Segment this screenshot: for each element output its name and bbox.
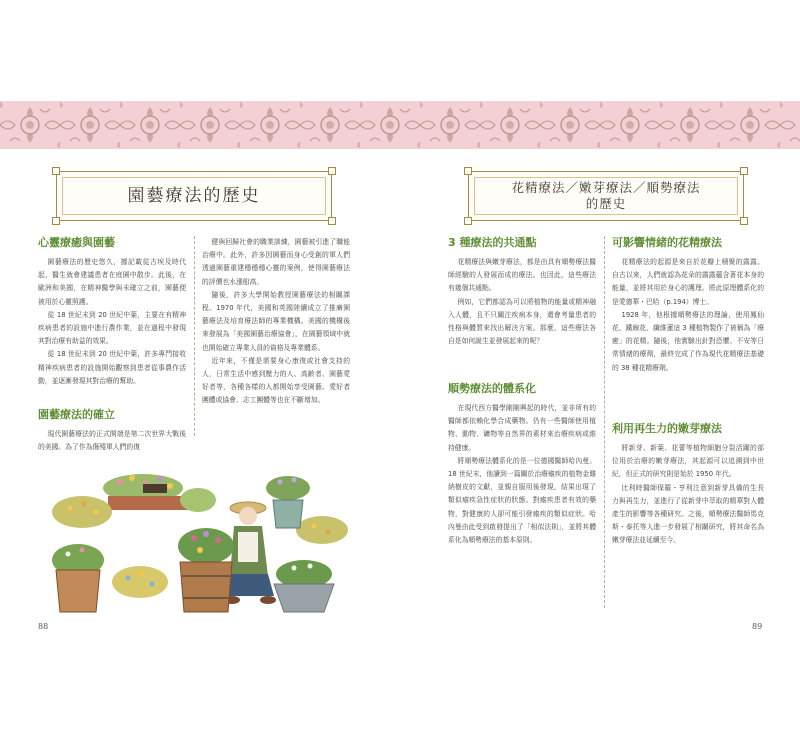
section-heading: 利用再生力的嫩芽療法: [612, 422, 722, 435]
paragraph: 近年來，不僅是需要身心康復或社會支持的人，日常生活中感到壓力的人、高齡者、園藝愛好者等，各種各樣的人都開始享受園藝。愛好者團體或協會、志工團體等也在不斷增加。: [202, 356, 350, 405]
paragraph: 隨後，許多大學開始教授園藝療法的相關課程。1970 年代，美國和英國陸續成立了推廣園藝療法及培育療法師的專業機構。美國的機構後來發展為「美國園藝治療協會」，在園藝領域中就也開始確立專業人員的資格及專業體系。: [202, 290, 350, 352]
page-number-right: 89: [752, 622, 763, 631]
garden-illustration: [48, 466, 348, 616]
section-heading: 順勢療法的體系化: [448, 382, 536, 395]
paragraph: 園藝療法的歷史悠久，據記載從古埃及時代起，醫生就會建議患者在庭園中散步。此後，在歐洲和美國，在精神醫學與未確立之前，園藝便被用於心靈照護。: [38, 258, 186, 306]
paragraph: 在現代西方醫學剛剛興起的時代，並非所有的醫師都依賴化學合成藥物。仍有一些醫師使用植物、動物、礦物等自然界的素材來治療疾病或維持健康。: [448, 404, 596, 452]
right-page-title-line1: 花精療法／嫩芽療法／順勢療法: [511, 180, 701, 195]
decorative-pattern-band: [0, 101, 800, 149]
paragraph: 例如，它們都認為可以將植物的能量或精神融入人體，且不只關注疾病本身，還會考量患者的性格與體質來找出解決方案。那麼，這些療法各自是如何誕生並發展起來的呢？: [448, 297, 596, 346]
section-body: [38, 428, 186, 454]
page-number-left: 88: [38, 622, 49, 631]
bush-left: [52, 496, 112, 528]
section-body: [448, 402, 596, 547]
section-body: [38, 256, 186, 388]
barrel-planter: [178, 528, 234, 612]
paragraph: 花精療法的起源是來自於花瓣上積聚的露露。自古以來，人們就認為花朵的露露蘊含著花本身的能量，並將其用於身心的護理。將此原理體系化的是愛德華・巴哈（p.194）博士。: [612, 258, 764, 306]
paragraph: 健與回歸社會的職業訓練，園藝被引進了職能治療中。此外，許多因園藝而身心受創的軍人們透過園藝重建穩穩穩心靈的案例，使得園藝療法的評價也水漲船高。: [202, 238, 350, 286]
paragraph: 現代園藝療法的正式開端是第二次世界大戰後的美國。為了作為傷殘軍人們的復: [38, 430, 186, 452]
paragraph: 將新芽、新葉、花蕾等植物細胞分裂活躍的部位用於治療的嫩芽療法，其起源可以追溯到中世紀，但正式的研究則是始於 1950 年代。: [612, 444, 764, 479]
section-heading: 心靈療癒與園藝: [38, 236, 115, 249]
section-body: [448, 256, 596, 348]
flower-bed-back: [103, 474, 188, 510]
section-body: [612, 256, 764, 375]
column-divider: [604, 236, 606, 608]
left-title-frame: [56, 171, 332, 221]
left-page-title: 園藝療法的歷史: [127, 186, 261, 206]
potted-herb-right: [266, 476, 310, 528]
column-body: [202, 236, 350, 408]
basin-planter: [274, 560, 334, 612]
paragraph: 將順勢療法體系化的是一位德國醫師哈內曼。18 世紀末，他讀到一篇關於治療瘧疾的植物金雞納樹皮的文獻，並親自服用後發現，結果出現了類似瘧疾急性症狀的狀態。對瘧疾患者有效的藥物，對健康的人卻可能引發瘧疾的類似症狀。哈內曼由此受到啟發提出了「相似法則」，並將其體系化為順勢療法的基本原則。: [448, 456, 596, 545]
gardener-figure: [224, 502, 276, 604]
right-page-title-line2: 的歷史: [585, 196, 627, 211]
paragraph: 從 18 世紀末到 20 世紀中葉，主要在有精神疾病患者的設施中進行農作業，並在過程中發現其對治療有助益的效果。: [38, 310, 186, 346]
flower-patch-middle: [112, 566, 168, 598]
section-body: [612, 442, 764, 548]
paragraph: 1928 年，他根據順勢療法的理論，使用鳳仙花、鐵線花、纖維蓮這 3 種植物製作了被稱為「療癒」的花精。隨後，他實驗出針對恐懼、不安等日常情緒的療劑，最終完成了作為現代花精療法基礎的 38 種花精療劑。: [612, 310, 764, 372]
lace-pattern-graphic: [0, 101, 800, 149]
paragraph: 從 18 世紀末到 20 世紀中葉，許多專門接收精神疾病患者的設施開始觀察到患者從事農作活動，並逐漸發現其對治療的幫助。: [38, 350, 186, 385]
section-heading: 可影響情緒的花精療法: [612, 236, 722, 249]
right-title-frame: [468, 171, 744, 221]
paragraph: 比利時醫師保羅・亨利注意到新芽具備的生長力與再生力，並進行了從新芽中萃取的精華對人體產生的影響等各種研究。之後，順勢療法醫師馬克斯・泰托等人進一步發展了相關研究，將其命名為嫩芽療法並延續至今。: [612, 483, 764, 545]
bucket-planter-left: [52, 544, 104, 612]
section-heading: 園藝療法的確立: [38, 408, 115, 421]
paragraph: 花精療法與嫩芽療法，都是由具有順勢療法醫師經驗的人發展而成的療法。也因此，這些療法有幾個共通點。: [448, 258, 596, 293]
section-heading: 3 種療法的共通點: [448, 236, 537, 249]
column-divider: [194, 236, 196, 436]
